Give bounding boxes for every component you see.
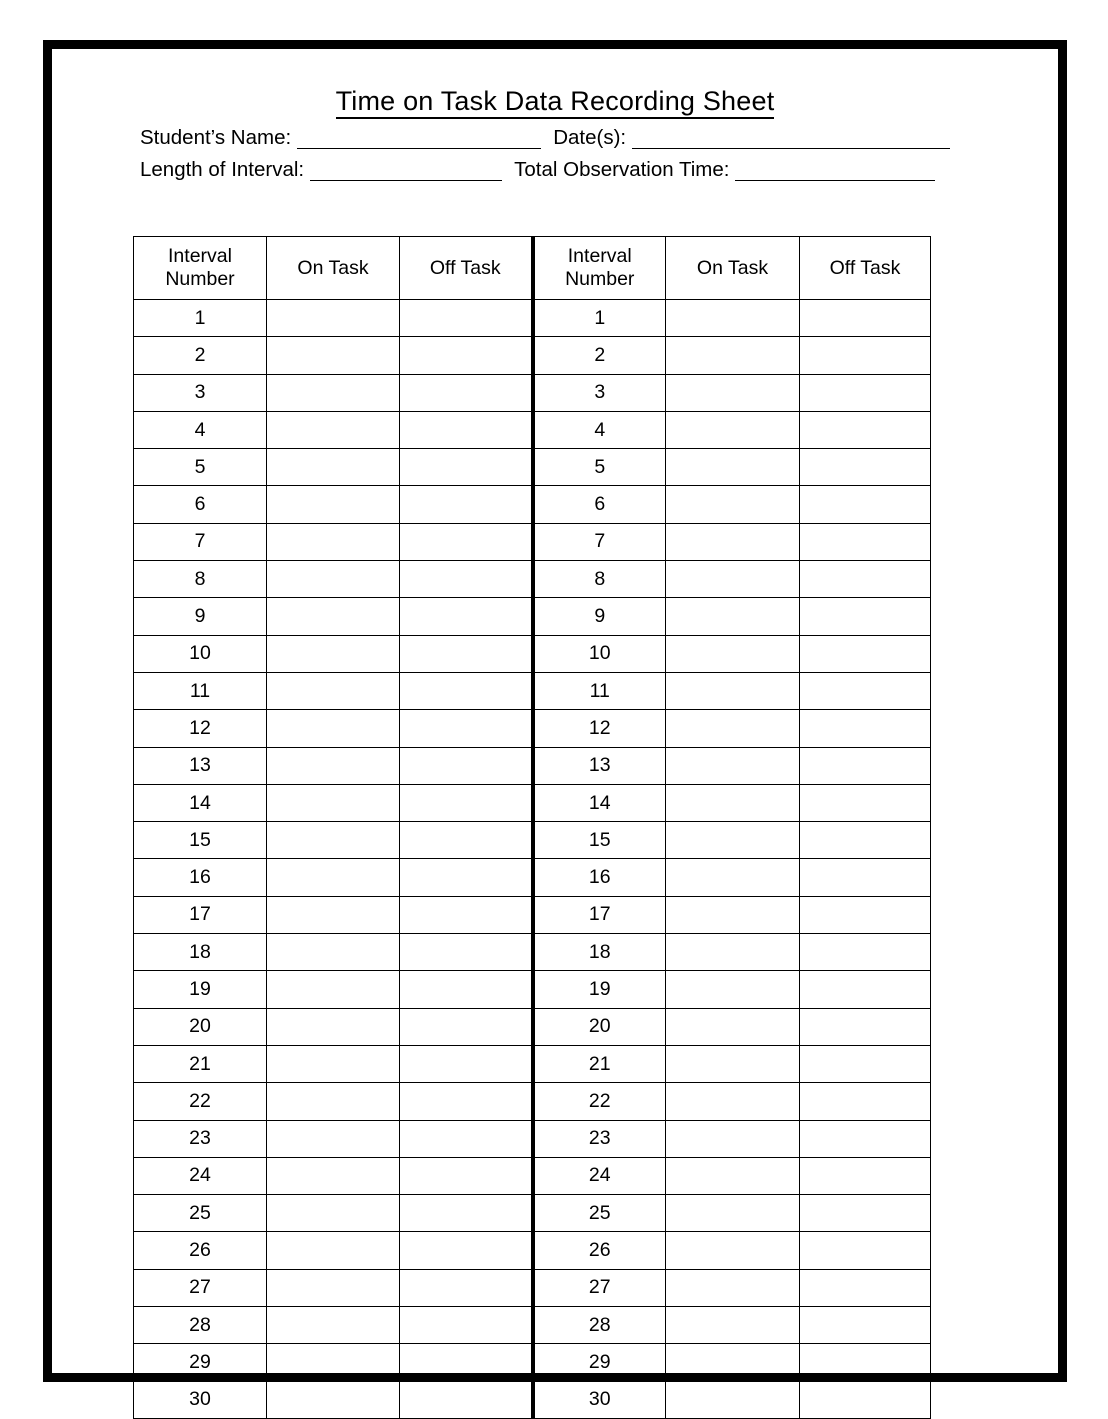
on-task-cell-right[interactable] [666, 449, 800, 486]
on-task-cell-right[interactable] [666, 486, 800, 523]
table-row [134, 1269, 931, 1306]
header-interval-number-right [533, 237, 666, 300]
interval-number-cell-right: 14 [533, 784, 666, 821]
on-task-cell-left[interactable] [267, 1157, 400, 1194]
student-name-field[interactable] [297, 131, 541, 149]
table-row [134, 896, 931, 933]
off-task-cell-right[interactable] [800, 1344, 931, 1381]
off-task-cell-left[interactable] [400, 672, 533, 709]
off-task-cell-right[interactable] [800, 635, 931, 672]
on-task-cell-left[interactable] [267, 523, 400, 560]
off-task-cell-right[interactable] [800, 411, 931, 448]
interval-number-cell-left: 5 [134, 449, 267, 486]
off-task-cell-right[interactable] [800, 449, 931, 486]
dates-field[interactable] [632, 131, 950, 149]
off-task-cell-left[interactable] [400, 934, 533, 971]
table-row [134, 747, 931, 784]
interval-number-cell-right: 29 [533, 1344, 666, 1381]
on-task-cell-left[interactable] [267, 1232, 400, 1269]
interval-number-cell-left: 30 [134, 1381, 267, 1418]
interval-number-cell-right: 13 [533, 747, 666, 784]
interval-number-cell-left: 28 [134, 1307, 267, 1344]
off-task-cell-right[interactable] [800, 1381, 931, 1418]
interval-number-cell-right: 27 [533, 1269, 666, 1306]
off-task-cell-right[interactable] [800, 374, 931, 411]
interval-number-cell-right: 4 [533, 411, 666, 448]
interval-number-cell-left: 27 [134, 1269, 267, 1306]
on-task-cell-right[interactable] [666, 1269, 800, 1306]
on-task-cell-right[interactable] [666, 1381, 800, 1418]
interval-number-cell-left: 3 [134, 374, 267, 411]
off-task-cell-left[interactable] [400, 1269, 533, 1306]
table-row [134, 1232, 931, 1269]
off-task-cell-left[interactable] [400, 523, 533, 560]
interval-number-cell-left: 23 [134, 1120, 267, 1157]
table-row [134, 598, 931, 635]
interval-number-cell-left: 16 [134, 859, 267, 896]
off-task-cell-right[interactable] [800, 934, 931, 971]
interval-number-cell-right: 3 [533, 374, 666, 411]
header-interval-line2: Number [565, 268, 635, 290]
interval-number-cell-left: 6 [134, 486, 267, 523]
on-task-cell-left[interactable] [267, 1381, 400, 1418]
interval-number-cell-right: 25 [533, 1195, 666, 1232]
off-task-cell-left[interactable] [400, 1157, 533, 1194]
off-task-cell-right[interactable] [800, 561, 931, 598]
on-task-cell-right[interactable] [666, 561, 800, 598]
table-head [134, 237, 931, 300]
table-row [134, 300, 931, 337]
off-task-cell-left[interactable] [400, 822, 533, 859]
table-row [134, 1008, 931, 1045]
table-row [134, 1307, 931, 1344]
on-task-cell-right[interactable] [666, 971, 800, 1008]
length-of-interval-label: Length of Interval: [140, 158, 305, 181]
table-row [134, 523, 931, 560]
on-task-cell-left[interactable] [267, 822, 400, 859]
student-name-label: Student’s Name: [140, 126, 292, 149]
off-task-cell-left[interactable] [400, 635, 533, 672]
table-row [134, 822, 931, 859]
length-of-interval-field[interactable] [310, 163, 502, 181]
table-row [134, 1195, 931, 1232]
table-header-row [134, 237, 931, 300]
interval-number-cell-left: 7 [134, 523, 267, 560]
interval-number-cell-right: 26 [533, 1232, 666, 1269]
on-task-cell-right[interactable] [666, 710, 800, 747]
interval-number-cell-right: 5 [533, 449, 666, 486]
header-on-task-left: On Task [267, 237, 400, 300]
on-task-cell-left[interactable] [267, 337, 400, 374]
on-task-cell-left[interactable] [267, 561, 400, 598]
table-row [134, 635, 931, 672]
interval-number-cell-left: 20 [134, 1008, 267, 1045]
on-task-cell-right[interactable] [666, 896, 800, 933]
interval-number-cell-left: 24 [134, 1157, 267, 1194]
on-task-cell-right[interactable] [666, 747, 800, 784]
header-off-task-right: Off Task [800, 237, 931, 300]
on-task-cell-right[interactable] [666, 1307, 800, 1344]
on-task-cell-right[interactable] [666, 411, 800, 448]
off-task-cell-right[interactable] [800, 672, 931, 709]
interval-number-cell-right: 1 [533, 300, 666, 337]
off-task-cell-right[interactable] [800, 1083, 931, 1120]
off-task-cell-left[interactable] [400, 1307, 533, 1344]
on-task-cell-left[interactable] [267, 672, 400, 709]
table-row [134, 561, 931, 598]
off-task-cell-left[interactable] [400, 1232, 533, 1269]
header-interval-line2: Number [165, 268, 235, 290]
on-task-cell-right[interactable] [666, 1344, 800, 1381]
off-task-cell-left[interactable] [400, 1344, 533, 1381]
off-task-cell-right[interactable] [800, 1269, 931, 1306]
interval-number-cell-left: 21 [134, 1045, 267, 1082]
off-task-cell-right[interactable] [800, 337, 931, 374]
off-task-cell-left[interactable] [400, 561, 533, 598]
off-task-cell-left[interactable] [400, 337, 533, 374]
interval-number-cell-right: 12 [533, 710, 666, 747]
table-row [134, 449, 931, 486]
interval-number-cell-left: 17 [134, 896, 267, 933]
page-title [52, 87, 1058, 115]
table-row [134, 486, 931, 523]
form-row-interval-total [140, 160, 1018, 181]
on-task-cell-left[interactable] [267, 374, 400, 411]
page-content [52, 49, 1058, 1411]
interval-number-cell-right: 28 [533, 1307, 666, 1344]
on-task-cell-right[interactable] [666, 523, 800, 560]
off-task-cell-right[interactable] [800, 971, 931, 1008]
table-row [134, 1120, 931, 1157]
header-interval-line1: Interval [567, 245, 632, 268]
on-task-cell-left[interactable] [267, 971, 400, 1008]
off-task-cell-right[interactable] [800, 1008, 931, 1045]
on-task-cell-left[interactable] [267, 1045, 400, 1082]
on-task-cell-right[interactable] [666, 784, 800, 821]
header-interval-line1: Interval [168, 245, 232, 268]
interval-number-cell-left: 15 [134, 822, 267, 859]
on-task-cell-left[interactable] [267, 1120, 400, 1157]
on-task-cell-left[interactable] [267, 300, 400, 337]
off-task-cell-left[interactable] [400, 971, 533, 1008]
interval-number-cell-left: 12 [134, 710, 267, 747]
interval-number-cell-left: 13 [134, 747, 267, 784]
on-task-cell-left[interactable] [267, 1269, 400, 1306]
interval-number-cell-left: 19 [134, 971, 267, 1008]
off-task-cell-right[interactable] [800, 1157, 931, 1194]
off-task-cell-right[interactable] [800, 1307, 931, 1344]
interval-number-cell-left: 22 [134, 1083, 267, 1120]
header-on-task-right: On Task [666, 237, 800, 300]
interval-number-cell-right: 22 [533, 1083, 666, 1120]
off-task-cell-left[interactable] [400, 411, 533, 448]
page-title-text: Time on Task Data Recording Sheet [336, 86, 775, 119]
interval-number-cell-left: 9 [134, 598, 267, 635]
on-task-cell-right[interactable] [666, 1120, 800, 1157]
off-task-cell-left[interactable] [400, 1381, 533, 1418]
total-observation-time-label: Total Observation Time: [514, 158, 730, 181]
table-row [134, 1344, 931, 1381]
on-task-cell-left[interactable] [267, 1008, 400, 1045]
interval-number-cell-left: 8 [134, 561, 267, 598]
off-task-cell-right[interactable] [800, 598, 931, 635]
off-task-cell-left[interactable] [400, 374, 533, 411]
off-task-cell-left[interactable] [400, 710, 533, 747]
on-task-cell-right[interactable] [666, 598, 800, 635]
interval-number-cell-left: 1 [134, 300, 267, 337]
interval-number-cell-left: 2 [134, 337, 267, 374]
on-task-cell-right[interactable] [666, 1083, 800, 1120]
on-task-cell-right[interactable] [666, 859, 800, 896]
on-task-cell-left[interactable] [267, 486, 400, 523]
table-row [134, 934, 931, 971]
interval-number-cell-left: 18 [134, 934, 267, 971]
form-row-student-dates [140, 128, 1018, 149]
interval-number-cell-right: 21 [533, 1045, 666, 1082]
table-row [134, 1045, 931, 1082]
table-row [134, 710, 931, 747]
off-task-cell-left[interactable] [400, 1045, 533, 1082]
table-row [134, 1157, 931, 1194]
off-task-cell-right[interactable] [800, 300, 931, 337]
interval-number-cell-right: 23 [533, 1120, 666, 1157]
interval-number-cell-right: 10 [533, 635, 666, 672]
table-row [134, 859, 931, 896]
off-task-cell-right[interactable] [800, 1045, 931, 1082]
interval-number-cell-right: 18 [533, 934, 666, 971]
on-task-cell-left[interactable] [267, 411, 400, 448]
table-row [134, 784, 931, 821]
on-task-cell-left[interactable] [267, 635, 400, 672]
interval-number-cell-right: 11 [533, 672, 666, 709]
on-task-cell-left[interactable] [267, 784, 400, 821]
total-observation-time-field[interactable] [735, 163, 935, 181]
on-task-cell-right[interactable] [666, 672, 800, 709]
on-task-cell-left[interactable] [267, 1083, 400, 1120]
off-task-cell-left[interactable] [400, 598, 533, 635]
interval-number-cell-right: 24 [533, 1157, 666, 1194]
on-task-cell-left[interactable] [267, 934, 400, 971]
on-task-cell-left[interactable] [267, 896, 400, 933]
off-task-cell-right[interactable] [800, 523, 931, 560]
off-task-cell-right[interactable] [800, 784, 931, 821]
table-row [134, 337, 931, 374]
interval-number-cell-right: 9 [533, 598, 666, 635]
interval-recording-table [133, 236, 931, 1419]
interval-number-cell-right: 6 [533, 486, 666, 523]
on-task-cell-left[interactable] [267, 859, 400, 896]
off-task-cell-right[interactable] [800, 1120, 931, 1157]
on-task-cell-right[interactable] [666, 1045, 800, 1082]
off-task-cell-left[interactable] [400, 486, 533, 523]
interval-number-cell-left: 11 [134, 672, 267, 709]
interval-number-cell-right: 17 [533, 896, 666, 933]
on-task-cell-right[interactable] [666, 337, 800, 374]
dates-label: Date(s): [553, 126, 627, 149]
interval-number-cell-left: 26 [134, 1232, 267, 1269]
table-body [134, 300, 931, 1419]
on-task-cell-right[interactable] [666, 635, 800, 672]
off-task-cell-left[interactable] [400, 449, 533, 486]
interval-number-cell-right: 16 [533, 859, 666, 896]
on-task-cell-left[interactable] [267, 710, 400, 747]
interval-number-cell-right: 19 [533, 971, 666, 1008]
off-task-cell-left[interactable] [400, 747, 533, 784]
off-task-cell-right[interactable] [800, 859, 931, 896]
on-task-cell-left[interactable] [267, 598, 400, 635]
table-row [134, 374, 931, 411]
off-task-cell-right[interactable] [800, 710, 931, 747]
on-task-cell-right[interactable] [666, 1008, 800, 1045]
off-task-cell-left[interactable] [400, 896, 533, 933]
off-task-cell-left[interactable] [400, 859, 533, 896]
off-task-cell-right[interactable] [800, 1232, 931, 1269]
interval-number-cell-right: 30 [533, 1381, 666, 1418]
interval-number-cell-left: 25 [134, 1195, 267, 1232]
header-off-task-left: Off Task [400, 237, 533, 300]
table-row [134, 971, 931, 1008]
off-task-cell-left[interactable] [400, 1120, 533, 1157]
off-task-cell-right[interactable] [800, 486, 931, 523]
interval-number-cell-left: 4 [134, 411, 267, 448]
off-task-cell-left[interactable] [400, 1083, 533, 1120]
off-task-cell-left[interactable] [400, 1008, 533, 1045]
off-task-cell-left[interactable] [400, 1195, 533, 1232]
table-row [134, 1381, 931, 1418]
on-task-cell-right[interactable] [666, 822, 800, 859]
on-task-cell-left[interactable] [267, 1344, 400, 1381]
interval-number-cell-left: 14 [134, 784, 267, 821]
on-task-cell-left[interactable] [267, 1195, 400, 1232]
on-task-cell-right[interactable] [666, 1157, 800, 1194]
interval-number-cell-left: 29 [134, 1344, 267, 1381]
off-task-cell-left[interactable] [400, 300, 533, 337]
interval-number-cell-left: 10 [134, 635, 267, 672]
table-row [134, 1083, 931, 1120]
off-task-cell-left[interactable] [400, 784, 533, 821]
on-task-cell-left[interactable] [267, 1307, 400, 1344]
on-task-cell-right[interactable] [666, 374, 800, 411]
off-task-cell-right[interactable] [800, 747, 931, 784]
on-task-cell-right[interactable] [666, 1232, 800, 1269]
on-task-cell-left[interactable] [267, 747, 400, 784]
on-task-cell-right[interactable] [666, 300, 800, 337]
off-task-cell-right[interactable] [800, 1195, 931, 1232]
table-row [134, 411, 931, 448]
header-interval-number-left [134, 237, 267, 300]
on-task-cell-right[interactable] [666, 934, 800, 971]
page-border-frame [43, 40, 1067, 1411]
interval-number-cell-right: 7 [533, 523, 666, 560]
on-task-cell-left[interactable] [267, 449, 400, 486]
interval-number-cell-right: 15 [533, 822, 666, 859]
off-task-cell-right[interactable] [800, 896, 931, 933]
interval-number-cell-right: 8 [533, 561, 666, 598]
table-row [134, 672, 931, 709]
on-task-cell-right[interactable] [666, 1195, 800, 1232]
interval-number-cell-right: 20 [533, 1008, 666, 1045]
interval-number-cell-right: 2 [533, 337, 666, 374]
off-task-cell-right[interactable] [800, 822, 931, 859]
